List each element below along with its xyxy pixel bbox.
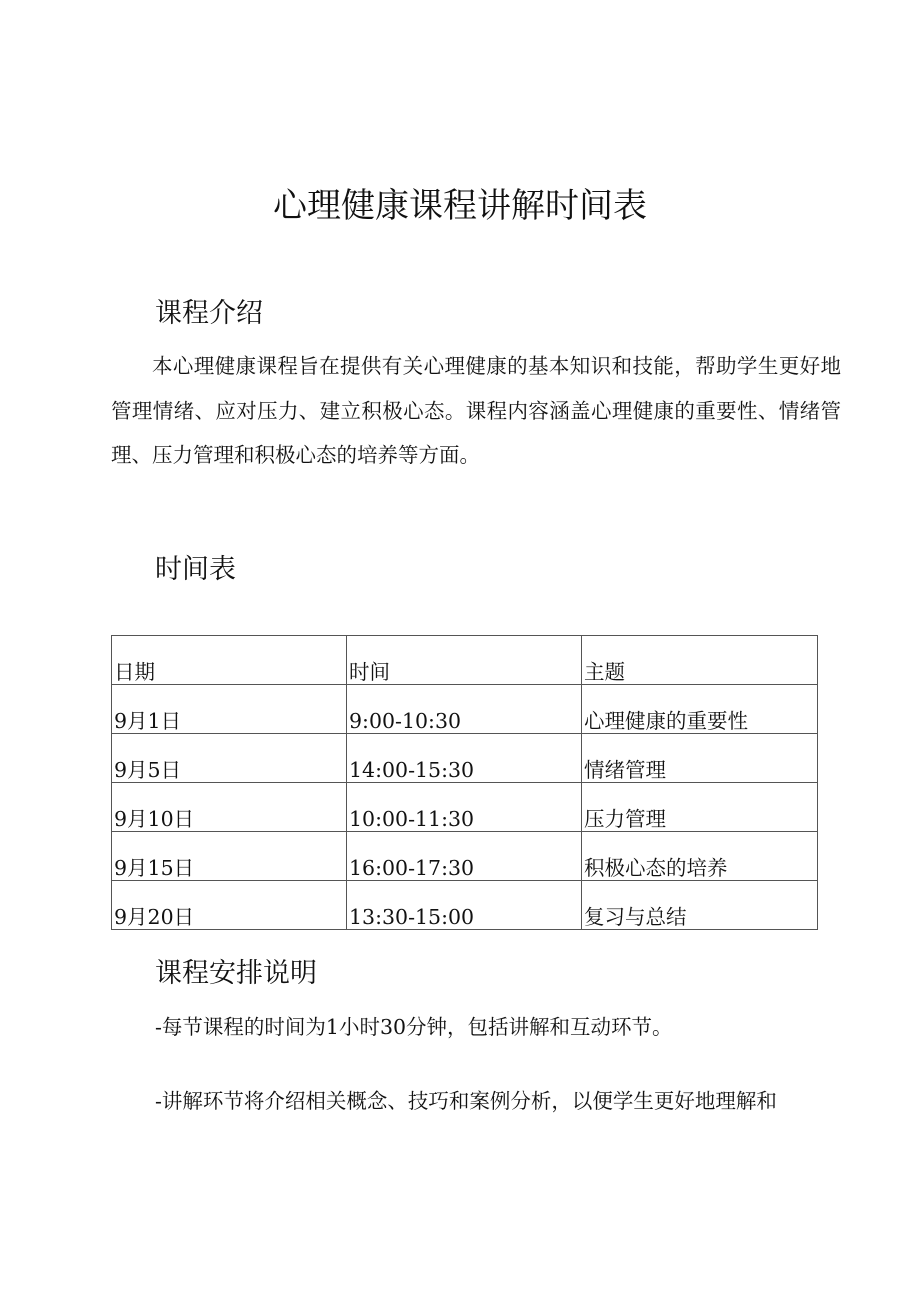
topic-cell: 复习与总结: [582, 881, 818, 930]
column-header-time: 时间: [347, 636, 582, 685]
table-row: [112, 832, 818, 881]
column-header-topic: 主题: [582, 636, 818, 685]
time-cell: 16:00-17:30: [347, 832, 582, 881]
schedule-table: [111, 635, 818, 930]
time-cell: 13:30-15:00: [347, 881, 582, 930]
date-cell: 9月10日: [112, 783, 347, 832]
table-row: [112, 881, 818, 930]
schedule-heading: 时间表: [155, 554, 236, 585]
note-item: -每节课程的时间为1小时30分钟，包括讲解和互动环节。: [155, 1015, 673, 1039]
notes-heading: 课程安排说明: [155, 958, 317, 989]
topic-cell: 心理健康的重要性: [582, 685, 818, 734]
table-row: [112, 783, 818, 832]
time-cell: 10:00-11:30: [347, 783, 582, 832]
intro-paragraph: 本心理健康课程旨在提供有关心理健康的基本知识和技能，帮助学生更好地管理情绪、应对压力、建立积极心态。课程内容涵盖心理健康的重要性、情绪管理、压力管理和积极心态的培养等方面。: [111, 354, 841, 467]
topic-cell: 压力管理: [582, 783, 818, 832]
page-title: 心理健康课程讲解时间表: [273, 186, 647, 226]
topic-cell: 积极心态的培养: [582, 832, 818, 881]
table-row: [112, 734, 818, 783]
column-header-date: 日期: [112, 636, 347, 685]
topic-cell: 情绪管理: [582, 734, 818, 783]
time-cell: 9:00-10:30: [347, 685, 582, 734]
intro-heading: 课程介绍: [155, 298, 263, 329]
note-item: -讲解环节将介绍相关概念、技巧和案例分析，以便学生更好地理解和: [155, 1089, 777, 1113]
time-cell: 14:00-15:30: [347, 734, 582, 783]
table-row: [112, 685, 818, 734]
date-cell: 9月5日: [112, 734, 347, 783]
date-cell: 9月1日: [112, 685, 347, 734]
date-cell: 9月15日: [112, 832, 347, 881]
table-header-row: [112, 636, 818, 685]
date-cell: 9月20日: [112, 881, 347, 930]
